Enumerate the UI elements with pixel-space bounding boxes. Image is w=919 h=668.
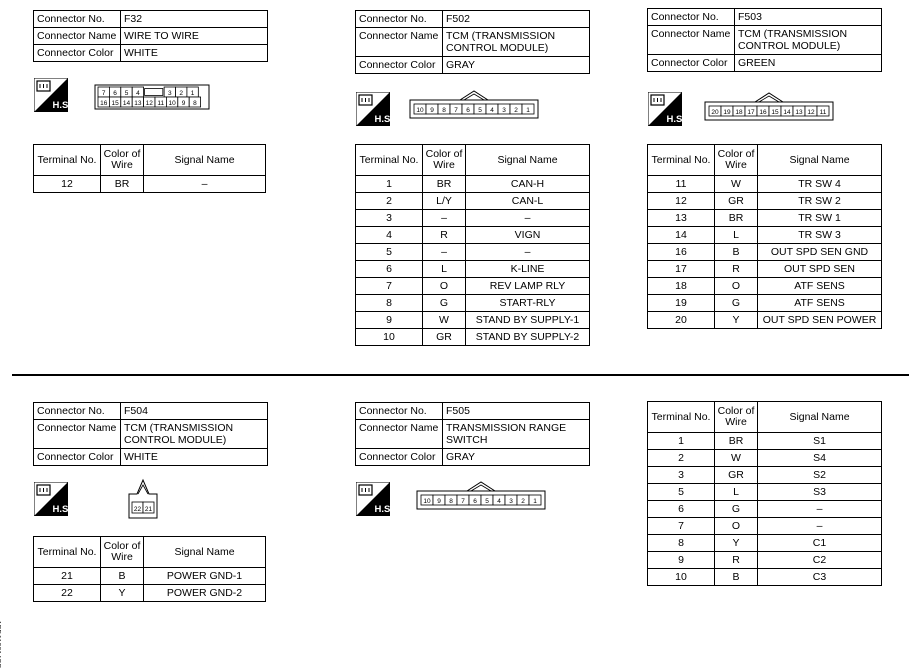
signal-name-cell: POWER GND-2: [144, 585, 266, 602]
th-color-of-wire: Color of Wire: [715, 402, 758, 433]
table-row: [648, 450, 882, 467]
label-connector-color: Connector Color: [356, 57, 443, 74]
wire-color-cell: W: [715, 176, 758, 193]
pin-label: 7: [461, 497, 465, 505]
terminal-table-f505: [647, 401, 882, 586]
connector-face-f504: [125, 476, 161, 520]
wire-color-cell: G: [423, 295, 466, 312]
terminal-no-cell: 18: [648, 278, 715, 295]
pin-label: 9: [181, 99, 186, 107]
table-row: [648, 210, 882, 227]
signal-name-cell: CAN-H: [466, 176, 590, 193]
label-connector-no: Connector No.: [356, 403, 443, 420]
connector-info-f503: [647, 8, 882, 72]
th-signal-name: Signal Name: [758, 402, 882, 433]
th-color-of-wire: Color of Wire: [715, 145, 758, 176]
table-row: [356, 295, 590, 312]
pin-label: 13: [134, 99, 142, 107]
terminal-no-cell: 4: [356, 227, 423, 244]
label-connector-color: Connector Color: [34, 45, 121, 62]
wire-color-cell: Y: [715, 535, 758, 552]
table-row: [34, 585, 266, 602]
th-color-of-wire: Color of Wire: [423, 145, 466, 176]
terminal-no-cell: 2: [356, 193, 423, 210]
label-connector-no: Connector No.: [648, 9, 735, 26]
harness-side-icon: [34, 78, 68, 112]
pin-label: 8: [449, 497, 453, 505]
terminal-no-cell: 21: [34, 568, 101, 585]
pin-label: 3: [502, 106, 506, 114]
table-row: [648, 227, 882, 244]
terminal-no-cell: 6: [356, 261, 423, 278]
table-row: [648, 312, 882, 329]
pin-label: 16: [759, 108, 767, 116]
pin-label: 14: [783, 108, 791, 116]
table-row: [648, 261, 882, 278]
pin-label: 8: [442, 106, 446, 114]
key-slot: [145, 89, 163, 96]
terminal-no-cell: 5: [648, 484, 715, 501]
signal-name-cell: S2: [758, 467, 882, 484]
table-row: [648, 518, 882, 535]
table-row: [648, 244, 882, 261]
table-row: [648, 535, 882, 552]
table-row: [356, 278, 590, 295]
table-row: [648, 552, 882, 569]
th-terminal-no: Terminal No.: [356, 145, 423, 176]
terminal-no-cell: 9: [648, 552, 715, 569]
terminal-no-cell: 10: [648, 569, 715, 586]
terminal-no-cell: 17: [648, 261, 715, 278]
connector-info-f32: [33, 10, 268, 62]
table-row: [34, 176, 266, 193]
table-row: [648, 176, 882, 193]
signal-name-cell: S4: [758, 450, 882, 467]
pin-label: 4: [490, 106, 494, 114]
pin-label: 1: [190, 89, 195, 97]
wire-color-cell: GR: [715, 467, 758, 484]
connector-lock: [755, 93, 783, 102]
signal-name-cell: –: [466, 244, 590, 261]
pin-label: 13: [795, 108, 803, 116]
harness-side-icon: [356, 92, 390, 126]
th-color-of-wire: Color of Wire: [101, 537, 144, 568]
table-row: [356, 210, 590, 227]
wire-color-cell: L: [715, 484, 758, 501]
wire-color-cell: B: [715, 569, 758, 586]
pin-label: 18: [735, 108, 743, 116]
wire-color-cell: B: [715, 244, 758, 261]
wire-color-cell: O: [715, 278, 758, 295]
pin-label: 16: [100, 99, 108, 107]
table-row: [356, 193, 590, 210]
terminal-no-cell: 7: [648, 518, 715, 535]
signal-name-cell: –: [466, 210, 590, 227]
connector-no-value: F502: [443, 11, 590, 28]
pin-label: 11: [157, 99, 165, 107]
pin-label: 3: [168, 89, 172, 97]
connector-no-value: F504: [121, 403, 268, 420]
th-terminal-no: Terminal No.: [648, 402, 715, 433]
connector-lock-inner: [759, 96, 779, 102]
connector-name-value: WIRE TO WIRE: [121, 28, 268, 45]
table-row: [356, 261, 590, 278]
pin-label: 12: [145, 99, 153, 107]
wire-color-cell: BR: [715, 433, 758, 450]
connector-no-value: F503: [735, 9, 882, 26]
signal-name-cell: TR SW 2: [758, 193, 882, 210]
signal-name-cell: STAND BY SUPPLY-1: [466, 312, 590, 329]
harness-side-icon: [648, 92, 682, 126]
pin-label: 21: [144, 505, 153, 513]
terminal-no-cell: 5: [356, 244, 423, 261]
connector-info-f504: [33, 402, 268, 466]
connector-lock: [460, 91, 488, 100]
connector-info-f502: [355, 10, 590, 74]
wire-color-cell: BR: [101, 176, 144, 193]
wire-color-cell: BR: [423, 176, 466, 193]
pin-label: 5: [485, 497, 489, 505]
terminal-no-cell: 6: [648, 501, 715, 518]
pin-label: 1: [533, 497, 537, 505]
table-row: [648, 278, 882, 295]
label-connector-name: Connector Name: [648, 26, 735, 55]
connector-face-f503: [703, 92, 835, 122]
connector-face-f502: [406, 90, 542, 120]
wire-color-cell: GR: [715, 193, 758, 210]
pin-label: 6: [113, 89, 117, 97]
connector-lock: [467, 482, 495, 491]
pin-label: 14: [122, 99, 131, 107]
th-signal-name: Signal Name: [144, 145, 266, 176]
harness-side-icon: [356, 482, 390, 516]
signal-name-cell: TR SW 1: [758, 210, 882, 227]
pin-label: 4: [497, 497, 501, 505]
label-connector-no: Connector No.: [356, 11, 443, 28]
signal-name-cell: –: [758, 518, 882, 535]
connector-face-f32: [94, 84, 210, 110]
terminal-no-cell: 22: [34, 585, 101, 602]
terminal-no-cell: 16: [648, 244, 715, 261]
connector-no-value: F505: [443, 403, 590, 420]
terminal-no-cell: 12: [34, 176, 101, 193]
pin-label: 10: [423, 497, 431, 505]
pin-label: 10: [168, 99, 176, 107]
label-connector-no: Connector No.: [34, 403, 121, 420]
table-row: [648, 433, 882, 450]
table-row: [648, 467, 882, 484]
pin-label: 5: [124, 89, 129, 97]
pin-label: 7: [101, 89, 106, 97]
label-connector-color: Connector Color: [648, 55, 735, 72]
label-connector-name: Connector Name: [356, 28, 443, 57]
wire-color-cell: O: [715, 518, 758, 535]
signal-name-cell: START-RLY: [466, 295, 590, 312]
terminal-no-cell: 14: [648, 227, 715, 244]
signal-name-cell: REV LAMP RLY: [466, 278, 590, 295]
label-connector-name: Connector Name: [34, 28, 121, 45]
pin-label: 9: [437, 497, 441, 505]
terminal-no-cell: 20: [648, 312, 715, 329]
signal-name-cell: S3: [758, 484, 882, 501]
signal-name-cell: TR SW 3: [758, 227, 882, 244]
connector-lock-inner: [464, 94, 484, 100]
connector-lock-inner: [471, 485, 491, 491]
connector-name-value: TCM (TRANSMISSION CONTROL MODULE): [735, 26, 882, 55]
pin-label: 2: [514, 106, 518, 114]
wire-color-cell: G: [715, 295, 758, 312]
pin-label: 2: [521, 497, 525, 505]
table-row: [356, 244, 590, 261]
signal-name-cell: STAND BY SUPPLY-2: [466, 329, 590, 346]
th-color-of-wire: Color of Wire: [101, 145, 144, 176]
pin-label: 12: [807, 108, 815, 116]
pin-label: 20: [711, 108, 719, 116]
connector-face-f505: [413, 481, 549, 511]
pin-label: 17: [747, 108, 755, 116]
terminal-table-f502: [355, 144, 590, 346]
th-signal-name: Signal Name: [758, 145, 882, 176]
connector-color-value: GRAY: [443, 57, 590, 74]
wire-color-cell: R: [715, 552, 758, 569]
pin-label: 2: [179, 89, 184, 97]
connector-name-value: TCM (TRANSMISSION CONTROL MODULE): [443, 28, 590, 57]
pin-label: 6: [466, 106, 470, 114]
pin-label: 8: [193, 99, 197, 107]
pin-label: 11: [819, 108, 827, 116]
th-signal-name: Signal Name: [144, 537, 266, 568]
wire-color-cell: Y: [715, 312, 758, 329]
label-connector-name: Connector Name: [356, 420, 443, 449]
wire-color-cell: L: [715, 227, 758, 244]
signal-name-cell: POWER GND-1: [144, 568, 266, 585]
signal-name-cell: ATF SENS: [758, 295, 882, 312]
pin-label: 9: [430, 106, 434, 114]
pin-label: 15: [111, 99, 119, 107]
signal-name-cell: –: [144, 176, 266, 193]
connector-color-value: GREEN: [735, 55, 882, 72]
wire-color-cell: O: [423, 278, 466, 295]
signal-name-cell: VIGN: [466, 227, 590, 244]
table-row: [648, 569, 882, 586]
wire-color-cell: R: [423, 227, 466, 244]
signal-name-cell: C1: [758, 535, 882, 552]
connector-name-value: TCM (TRANSMISSION CONTROL MODULE): [121, 420, 268, 449]
pin-label: 22: [133, 505, 142, 513]
wire-color-cell: G: [715, 501, 758, 518]
pin-label: 15: [771, 108, 779, 116]
pin-label: 10: [416, 106, 424, 114]
label-connector-no: Connector No.: [34, 11, 121, 28]
terminal-no-cell: 19: [648, 295, 715, 312]
terminal-no-cell: 13: [648, 210, 715, 227]
wire-color-cell: R: [715, 261, 758, 278]
connector-color-value: GRAY: [443, 449, 590, 466]
table-row: [34, 568, 266, 585]
table-row: [648, 295, 882, 312]
signal-name-cell: OUT SPD SEN GND: [758, 244, 882, 261]
terminal-table-f504: [33, 536, 266, 602]
terminal-no-cell: 11: [648, 176, 715, 193]
signal-name-cell: –: [758, 501, 882, 518]
terminal-no-cell: 10: [356, 329, 423, 346]
wire-color-cell: W: [423, 312, 466, 329]
harness-side-icon: [34, 482, 68, 516]
signal-name-cell: K-LINE: [466, 261, 590, 278]
pin-label: 6: [473, 497, 477, 505]
th-terminal-no: Terminal No.: [34, 145, 101, 176]
section-divider: [12, 374, 909, 376]
signal-name-cell: S1: [758, 433, 882, 450]
signal-name-cell: CAN-L: [466, 193, 590, 210]
terminal-no-cell: 3: [356, 210, 423, 227]
wire-color-cell: –: [423, 210, 466, 227]
table-row: [356, 176, 590, 193]
th-signal-name: Signal Name: [466, 145, 590, 176]
document-code: [0, 620, 1, 668]
terminal-no-cell: 1: [356, 176, 423, 193]
label-connector-name: Connector Name: [34, 420, 121, 449]
pin-label: 7: [454, 106, 458, 114]
terminal-table-f32: [33, 144, 266, 193]
table-row: [356, 227, 590, 244]
connector-color-value: WHITE: [121, 449, 268, 466]
signal-name-cell: TR SW 4: [758, 176, 882, 193]
connector-info-f505: [355, 402, 590, 466]
pin-label: 1: [526, 106, 530, 114]
signal-name-cell: ATF SENS: [758, 278, 882, 295]
wire-color-cell: L/Y: [423, 193, 466, 210]
pin-label: 19: [723, 108, 731, 116]
terminal-no-cell: 1: [648, 433, 715, 450]
terminal-no-cell: 9: [356, 312, 423, 329]
signal-name-cell: OUT SPD SEN POWER: [758, 312, 882, 329]
th-terminal-no: Terminal No.: [34, 537, 101, 568]
table-row: [648, 501, 882, 518]
terminal-no-cell: 12: [648, 193, 715, 210]
wire-color-cell: GR: [423, 329, 466, 346]
terminal-no-cell: 8: [356, 295, 423, 312]
pin-label: 5: [478, 106, 482, 114]
signal-name-cell: C3: [758, 569, 882, 586]
table-row: [648, 484, 882, 501]
wire-color-cell: W: [715, 450, 758, 467]
label-connector-color: Connector Color: [34, 449, 121, 466]
pin-label: 3: [509, 497, 513, 505]
signal-name-cell: C2: [758, 552, 882, 569]
connector-no-value: F32: [121, 11, 268, 28]
terminal-no-cell: 2: [648, 450, 715, 467]
table-row: [356, 329, 590, 346]
connector-color-value: WHITE: [121, 45, 268, 62]
wire-color-cell: BR: [715, 210, 758, 227]
terminal-no-cell: 7: [356, 278, 423, 295]
table-row: [648, 193, 882, 210]
th-terminal-no: Terminal No.: [648, 145, 715, 176]
terminal-no-cell: 8: [648, 535, 715, 552]
table-row: [356, 312, 590, 329]
wire-color-cell: Y: [101, 585, 144, 602]
terminal-no-cell: 3: [648, 467, 715, 484]
wire-color-cell: –: [423, 244, 466, 261]
terminal-table-f503: [647, 144, 882, 329]
label-connector-color: Connector Color: [356, 449, 443, 466]
connector-name-value: TRANSMISSION RANGE SWITCH: [443, 420, 590, 449]
wire-color-cell: L: [423, 261, 466, 278]
signal-name-cell: OUT SPD SEN: [758, 261, 882, 278]
pin-label: 4: [136, 89, 140, 97]
wire-color-cell: B: [101, 568, 144, 585]
